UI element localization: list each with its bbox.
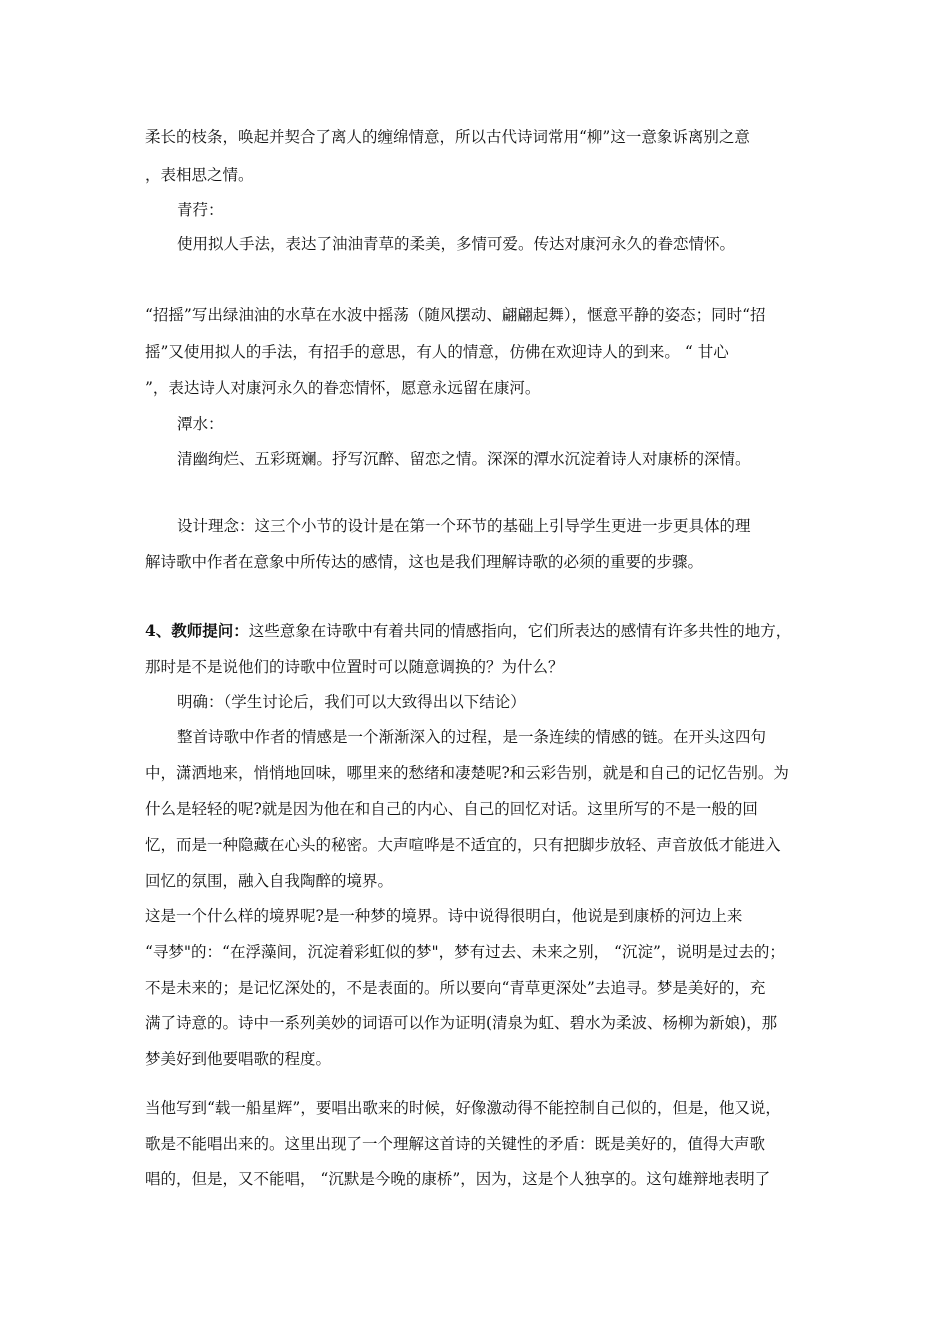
paragraph-line: 忆，而是一种隐藏在心头的秘密。大声喧哗是不适宜的，只有把脚步放轻、声音放低才能进入 bbox=[145, 836, 781, 854]
paragraph-line: 这是一个什么样的境界呢?是一种梦的境界。诗中说得很明白，他说是到康桥的河边上来 bbox=[145, 907, 743, 925]
paragraph-line: ”，表达诗人对康河永久的眷恋情怀，愿意永远留在康河。 bbox=[145, 379, 541, 397]
paragraph-line: 整首诗歌中作者的情感是一个渐渐深入的过程，是一条连续的情感的链。在开头这四句 bbox=[177, 728, 767, 746]
paragraph-line: 那时是不是说他们的诗歌中位置时可以随意调换的？为什么？ bbox=[145, 658, 564, 676]
design-note-line: 解诗歌中作者在意象中所传达的感情，这也是我们理解诗歌的必须的重要的步骤。 bbox=[145, 553, 704, 571]
design-note-line: 设计理念：这三个小节的设计是在第一个环节的基础上引导学生更进一步更具体的理 bbox=[177, 517, 751, 535]
paragraph-line: 摇”又使用拟人的手法，有招手的意思，有人的情意，仿佛在欢迎诗人的到来。 “ 甘心 bbox=[145, 343, 729, 361]
question-line bbox=[145, 621, 815, 641]
paragraph-line: 满了诗意的。诗中一系列美妙的词语可以作为证明(清泉为虹、碧水为柔波、杨柳为新娘)，那 bbox=[145, 1014, 778, 1032]
question-heading: 4、教师提问： bbox=[145, 621, 249, 640]
paragraph-line: 什么是轻轻的呢?就是因为他在和自己的内心、自己的回忆对话。这里所写的不是一般的回 bbox=[145, 800, 758, 818]
paragraph-line: 柔长的枝条，唤起并契合了离人的缠绵情意，所以古代诗词常用“柳”这一意象诉离别之意 bbox=[145, 128, 750, 146]
paragraph-line: 歌是不能唱出来的。这里出现了一个理解这首诗的关键性的矛盾：既是美好的，值得大声歌 bbox=[145, 1135, 766, 1153]
paragraph-line: 清幽绚烂、五彩斑斓。抒写沉醉、留恋之情。深深的潭水沉淀着诗人对康桥的深情。 bbox=[177, 450, 751, 468]
paragraph-line: 回忆的氛围，融入自我陶醉的境界。 bbox=[145, 872, 394, 890]
paragraph-line: 明确：（学生讨论后，我们可以大致得出以下结论） bbox=[177, 693, 526, 711]
section-label: 青荇： bbox=[177, 201, 224, 219]
paragraph-line: 梦美好到他要唱歌的程度。 bbox=[145, 1050, 332, 1068]
paragraph-line: 当他写到“载一船星辉”，要唱出歌来的时候，好像激动得不能控制自己似的，但是，他又说， bbox=[145, 1099, 781, 1117]
paragraph-line: “寻梦"的：“在浮藻间，沉淀着彩虹似的梦"，梦有过去、未来之别， “沉淀”，说明是过去的； bbox=[145, 943, 785, 961]
paragraph-line: 中，潇洒地来，悄悄地回味，哪里来的愁绪和凄楚呢?和云彩告别，就是和自己的记忆告别。为 bbox=[145, 764, 789, 782]
question-text: 这些意象在诗歌中有着共同的情感指向，它们所表达的感情有许多共性的地方， bbox=[248, 622, 792, 640]
paragraph-line: “招摇”写出绿油油的水草在水波中摇荡（随风摆动、翩翩起舞），惬意平静的姿态；同时“招 bbox=[145, 306, 766, 324]
paragraph-line: 不是未来的；是记忆深处的，不是表面的。所以要向“青草更深处”去追寻。梦是美好的，充 bbox=[145, 979, 766, 997]
paragraph-line: 使用拟人手法，表达了油油青草的柔美，多情可爱。传达对康河永久的眷恋情怀。 bbox=[177, 235, 736, 253]
paragraph-line: 唱的，但是，又不能唱， “沉默是今晚的康桥”，因为，这是个人独享的。这句雄辩地表明了 bbox=[145, 1170, 771, 1188]
section-label: 潭水： bbox=[177, 415, 224, 433]
paragraph-line: ，表相思之情。 bbox=[145, 166, 254, 184]
